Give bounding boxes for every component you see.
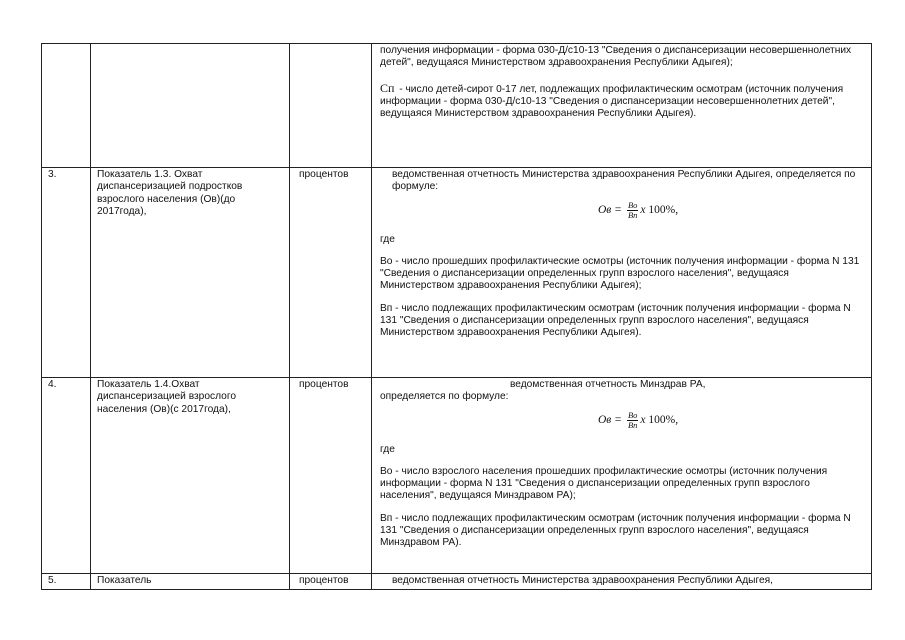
formula-numerator: Во xyxy=(627,410,638,421)
formula-lhs: Ов = xyxy=(598,414,622,427)
row-number-cell: 3. xyxy=(42,168,91,378)
table-row xyxy=(42,168,872,378)
description-text: - число детей-сирот 0-17 лет, подлежащих профилактическим осмотрам (источник получения информации - форма 030-Д/с10-13 "Сведения о диспансеризации несовершеннолетних детей", ведущаяся Министерством здравоохранения Республики Адыгея). xyxy=(380,83,844,120)
indicator-name-cell: Показатель 1.4.Охват диспансеризацией взрослого населения (Ов)(с 2017года), xyxy=(91,378,290,574)
unit-cell xyxy=(290,44,372,168)
row-number-cell xyxy=(42,44,91,168)
description-text: определяется по формуле: xyxy=(380,391,509,403)
indicator-name-cell xyxy=(91,44,290,168)
unit-cell: процентов xyxy=(290,168,372,378)
description-text: ведомственная отчетность Министерства здравоохранения Республики Адыгея, определяется по формуле: xyxy=(392,169,856,193)
indicators-table xyxy=(41,43,872,590)
description-text: ведомственная отчетность Минздрав РА, xyxy=(510,379,706,390)
formula-denominator: Вп xyxy=(627,210,638,221)
formula-tail xyxy=(640,414,678,426)
formula-multiply: x xyxy=(640,414,646,427)
indicator-name-cell: Показатель xyxy=(91,574,290,590)
description-text: Во - число прошедших профилактические осмотры (источник получения информации - форма N 131 "Сведения о диспансеризации определенных групп взрослого населения", ведущаяся Министерством здравоохранения Республики Адыгея); xyxy=(380,255,860,292)
description-cell xyxy=(372,378,872,574)
indicator-name-cell: Показатель 1.3. Охват диспансеризацией подростков взрослого населения (Ов)(до 2017года), xyxy=(91,168,290,378)
formula xyxy=(598,198,864,224)
formula-tail xyxy=(640,204,678,216)
formula-multiply: x xyxy=(640,204,646,217)
formula-lhs: Ов = xyxy=(598,204,622,217)
description-text: где xyxy=(380,233,395,245)
description-text: ведомственная отчетность Министерства здравоохранения Республики Адыгея, xyxy=(392,575,773,586)
description-text: Во - число взрослого населения прошедших профилактические осмотры (источник получения информации - форма N 131 "Сведения о диспансеризации определенных групп взрослого населения", ведущаяся Минздравом РА); xyxy=(380,465,828,502)
description-cell xyxy=(372,168,872,378)
description-text: где xyxy=(380,443,395,455)
formula-symbol: Сп xyxy=(380,80,395,95)
formula-percent: 100%, xyxy=(645,414,679,427)
formula-denominator: Вп xyxy=(627,420,638,431)
formula-percent: 100%, xyxy=(645,204,679,217)
description-cell xyxy=(372,44,872,168)
description-text: Вп - число подлежащих профилактическим осмотрам (источник получения информации - форма N 131 "Сведения о диспансеризации определенных групп взрослого населения", ведущаяся Министерством здравоохранения Республики Адыгея). xyxy=(380,302,851,339)
formula-fraction xyxy=(627,411,638,430)
formula xyxy=(598,408,864,434)
row-number-cell: 4. xyxy=(42,378,91,574)
row-number-cell: 5. xyxy=(42,574,91,590)
unit-cell: процентов xyxy=(290,378,372,574)
formula-numerator: Во xyxy=(627,200,638,211)
table-row xyxy=(42,574,872,590)
table-row xyxy=(42,378,872,574)
description-text: получения информации - форма 030-Д/с10-13 "Сведения о диспансеризации несовершеннолетних детей", ведущаяся Министерством здравоохранения Республики Адыгея); xyxy=(380,45,852,69)
description-text: Вп - число подлежащих профилактическим осмотрам (источник получения информации - форма N 131 "Сведения о диспансеризации определенных групп взрослого населения", ведущаяся Минздравом РА). xyxy=(380,512,851,549)
unit-cell: процентов xyxy=(290,574,372,590)
description-text xyxy=(380,82,864,121)
formula-fraction xyxy=(627,201,638,220)
description-cell xyxy=(372,574,872,590)
table-row xyxy=(42,44,872,168)
